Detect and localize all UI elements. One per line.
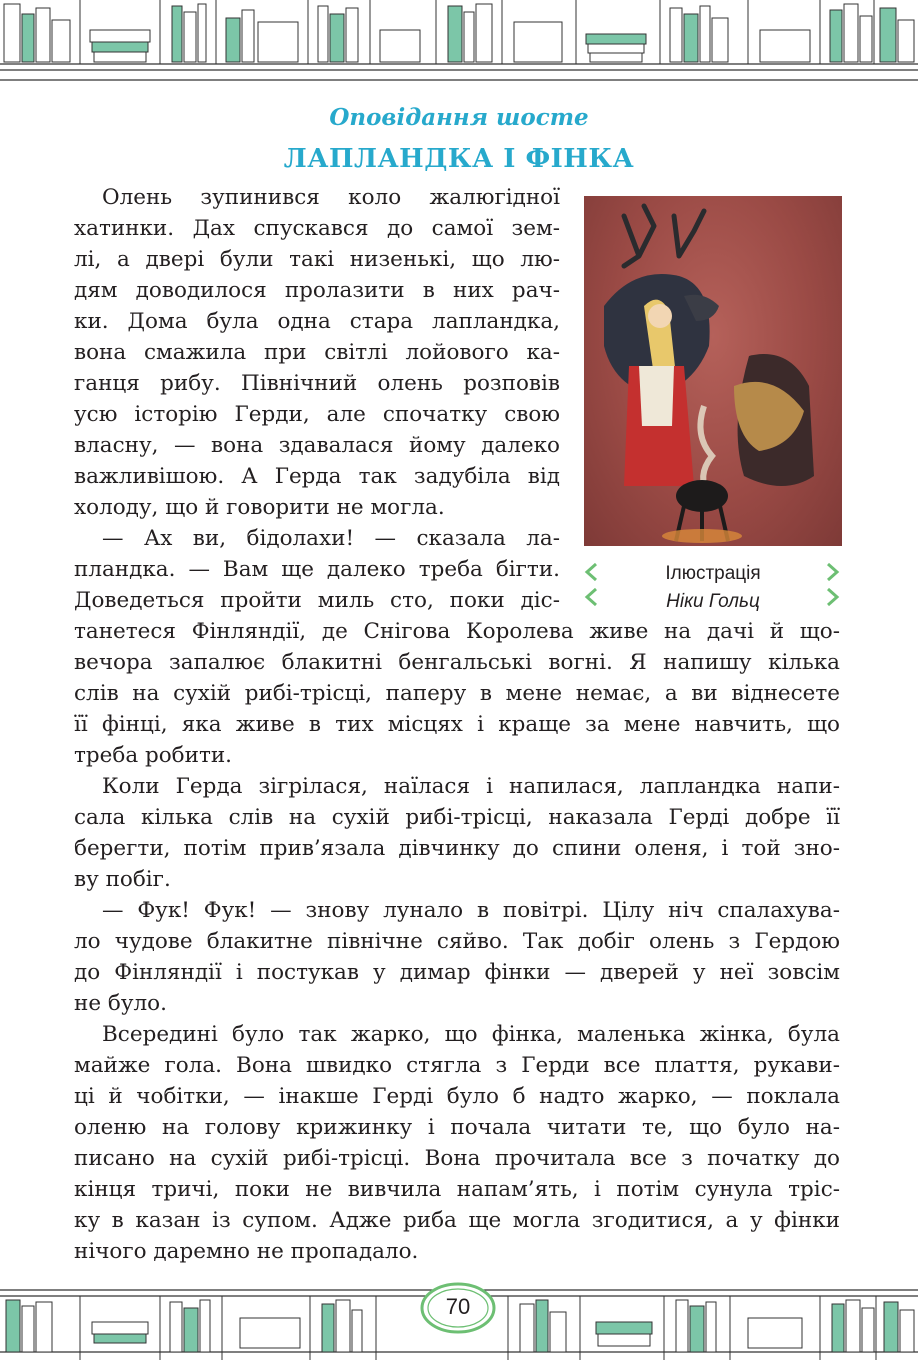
text-line: хатинки. Дах спускався до самої зем-: [74, 216, 560, 241]
caption-author: Ніки Гольц: [666, 591, 760, 612]
story-illustration: [584, 196, 842, 546]
text-line: ку в казан із супом. Адже риба ще могла згодитися, а у фінки: [74, 1208, 840, 1233]
text-line: Всередині було так жарко, що фінка, маленька жінка, була: [102, 1022, 840, 1047]
text-line: вечора запалює блакитні бенгальські вогні. Я напишу кілька: [74, 650, 840, 675]
illustration-caption: [598, 560, 828, 616]
text-line: сала кілька слів на сухій рибі-трісці, наказала Герді добре її: [74, 805, 840, 830]
text-line: — Фук! Фук! — знову лунало в повітрі. Цілу ніч спалахува-: [102, 898, 840, 923]
text-line: дям доводилося пролазити в них рач-: [74, 278, 560, 303]
text-line: слів на сухій рибі-трісці, паперу в мене немає, а ви віднесете: [74, 681, 840, 706]
text-line: ганця рибу. Північний олень розповів: [74, 371, 560, 396]
text-line: власну, — вона здавалася йому далеко: [74, 433, 560, 458]
story-text-wide: [74, 616, 840, 1267]
text-line: кінця тричі, поки не вивчила напам’ять, і потім сунула тріс-: [74, 1177, 840, 1202]
top-bookshelf-border: [0, 0, 918, 86]
text-line: ки. Дома була одна стара лапландка,: [74, 309, 560, 334]
text-line: до Фінляндії і постукав у димар фінки — дверей у неї зовсім: [74, 960, 840, 985]
page-number: 70: [445, 1294, 471, 1319]
text-line: треба робити.: [74, 743, 233, 768]
text-line: лі, а двері були такі низенькі, що лю-: [74, 247, 560, 272]
text-line: писано на сухій рибі-трісці. Вона прочитала все з початку до: [74, 1146, 840, 1171]
text-line: вона смажила при світлі лойового ка-: [74, 340, 560, 365]
text-line: ці й чобітки, — інакше Герді було б надто жарко, — поклала: [74, 1084, 840, 1109]
text-line: Доведеться пройти миль сто, поки діс-: [74, 588, 560, 613]
text-line: оленю на голову крижинку і почала читати те, що було на-: [74, 1115, 840, 1140]
text-line: Коли Герда зігрілася, наїлася і напилася, лапландка напи-: [102, 774, 840, 799]
text-line: пландка. — Вам ще далеко треба бігти.: [74, 557, 560, 582]
text-line: майже гола. Вона швидко стягла з Герди все плаття, рукави-: [74, 1053, 840, 1078]
text-line: ло чудове блакитне північне сяйво. Так добіг олень з Гердою: [74, 929, 840, 954]
story-subtitle: Оповідання шосте: [329, 104, 589, 131]
caption-label: Ілюстрація: [665, 563, 761, 584]
story-text-narrow: [74, 182, 560, 616]
text-line: усю історію Герди, але спочатку свою: [74, 402, 560, 427]
chevron-right-icon: [826, 587, 840, 607]
chevron-left-icon: [584, 587, 598, 607]
text-line: танетеся Фінляндії, де Снігова Королева живе на дачі й що-: [74, 619, 840, 644]
text-line: нічого даремно не пропадало.: [74, 1239, 419, 1264]
text-line: — Ах ви, бідолахи! — сказала ла-: [102, 526, 560, 551]
chevron-left-icon: [584, 562, 598, 582]
text-line: її фінці, яка живе в тих місцях і краще за мене навчить, що: [74, 712, 840, 737]
text-line: важливішою. А Герда так задубіла від: [74, 464, 560, 489]
text-line: не було.: [74, 991, 167, 1016]
text-line: ву побіг.: [74, 867, 171, 892]
text-line: берегти, потім прив’язала дівчинку до спини оленя, і той зно-: [74, 836, 840, 861]
story-title: ЛАПЛАНДКА І ФІНКА: [283, 144, 635, 174]
text-line: Олень зупинився коло жалюгідної: [102, 185, 560, 210]
chevron-right-icon: [826, 562, 840, 582]
text-line: холоду, що й говорити не могла.: [74, 495, 445, 520]
